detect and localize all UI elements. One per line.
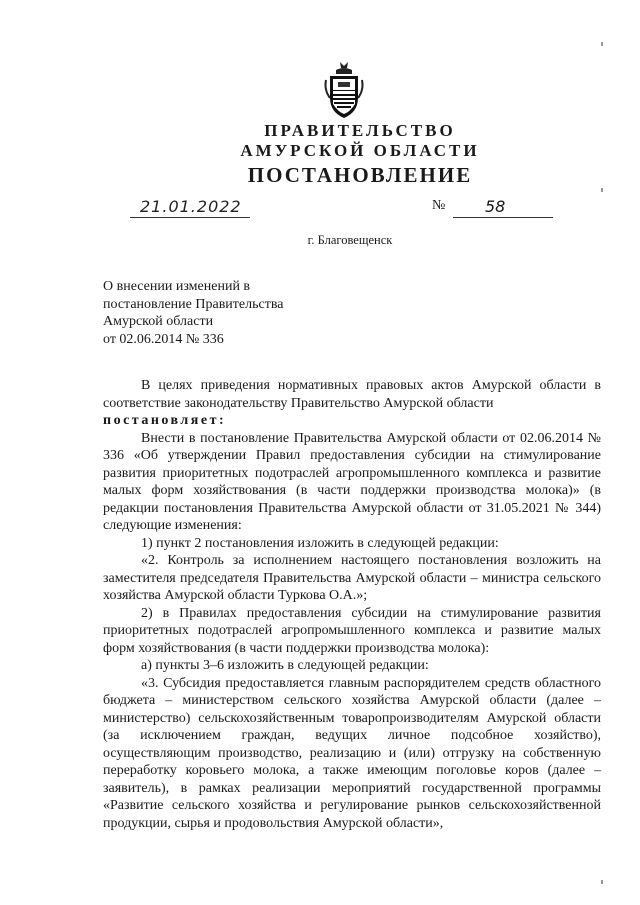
- subject-line: постановление Правительства: [103, 296, 284, 312]
- coat-of-arms-icon: [322, 60, 366, 120]
- body-paragraph: 2) в Правилах предоставления субсидии на стимулирование развития приоритетных подотраслей агропромышленного комплекса и развитие малых форм хозяйствования (в части поддержки производства молока):: [103, 605, 601, 656]
- body-paragraph: «3. Субсидия предоставляется главным распорядителем средств областного бюджета – министерством сельского хозяйства Амурской области (далее – министерство) сельскохозяйственным товаропроизводителям Амурской области (за исключением граждан, ведущих личное подсобное хозяйство), осуществляющим производство, реализацию и (или) отгрузку на собственную переработку коровьего молока, а также имеющим поголовье коров (далее – заявитель), в рамках реализации мероприятий государственной программы «Развитие сельского хозяйства и регулирование рынков сельскохозяйственной продукции, сырья и продовольствия Амурской области»,: [103, 675, 601, 831]
- resolution-keyword: постановляет:: [103, 413, 227, 428]
- handwritten-number: 58: [485, 197, 506, 216]
- document-body: [103, 377, 601, 832]
- org-name-line2: АМУРСКОЙ ОБЛАСТИ: [240, 141, 480, 160]
- body-paragraph: «2. Контроль за исполнением настоящего постановления возложить на заместителя председателя Правительства Амурской области – министра сельского хозяйства Амурской области Туркова О.А.»;: [103, 553, 601, 603]
- document-type-title: ПОСТАНОВЛЕНИЕ: [247, 163, 473, 187]
- date-underline: [130, 217, 250, 218]
- org-name-line1: ПРАВИТЕЛЬСТВО: [264, 121, 456, 140]
- subject-line: от 02.06.2014 № 336: [103, 331, 224, 347]
- number-sign: №: [432, 198, 446, 213]
- scan-mark: [601, 42, 603, 46]
- body-paragraph: а) пункты 3–6 изложить в следующей редакции:: [141, 658, 429, 673]
- document-date-field: [130, 198, 250, 218]
- subject-line: О внесении изменений в: [103, 279, 251, 294]
- handwritten-date: 21.01.2022: [140, 197, 242, 216]
- scan-mark: [601, 188, 603, 192]
- body-paragraph: Внести в постановление Правительства Амурской области от 02.06.2014 № 336 «Об утверждении Правил предоставления субсидии на стимулирование развития приоритетных подотраслей агропромышленного комплекса и развитие малых форм хозяйствования (в части поддержки производства молока)» (в редакции постановления Правительства Амурской области от 31.05.2021 № 344) следующие изменения:: [103, 430, 601, 533]
- body-paragraph: 1) пункт 2 постановления изложить в следующей редакции:: [141, 535, 499, 551]
- number-underline: [453, 217, 553, 218]
- body-paragraph: В целях приведения нормативных правовых актов Амурской области в соответствие законодательству Правительство Амурской области: [103, 378, 601, 411]
- scan-mark: [601, 880, 603, 884]
- document-number-field: [453, 198, 553, 218]
- subject-line: Амурской области: [103, 314, 214, 329]
- document-subject: [103, 278, 363, 348]
- city-name: г. Благовещенск: [307, 233, 393, 247]
